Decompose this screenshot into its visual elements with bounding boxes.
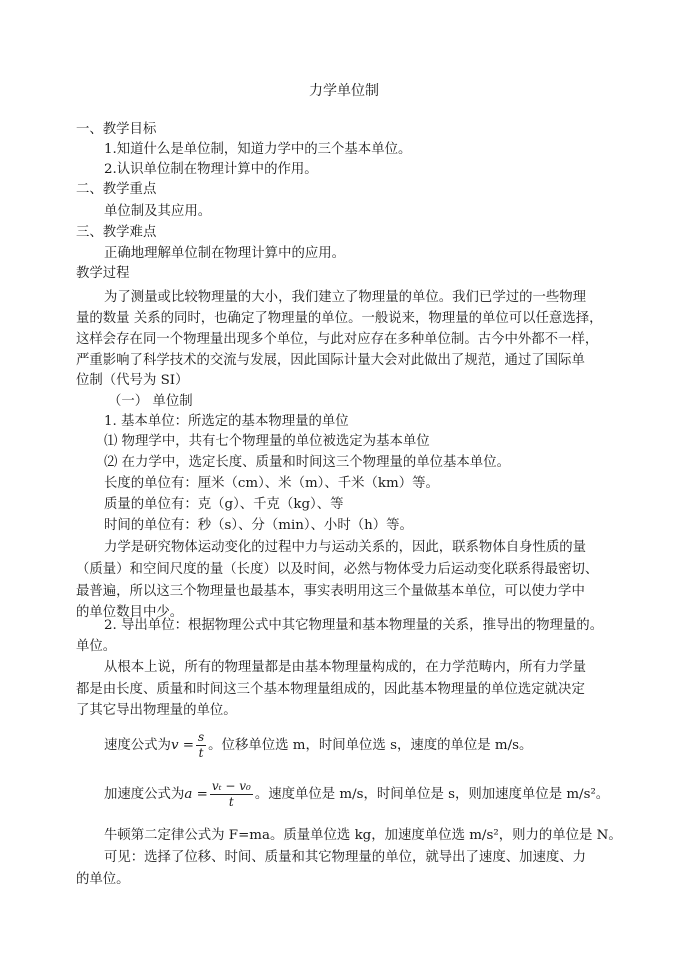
basic-unit-definition: 1. 基本单位：所选定的基本物理量的单位 <box>104 414 349 429</box>
acceleration-fraction <box>210 779 253 810</box>
basic-unit-point-2: ⑵ 在力学中，选定长度、质量和时间这三个物理量的单位基本单位。 <box>104 455 510 470</box>
section-heading-difficulties: 三、教学难点 <box>76 225 157 240</box>
derived-unit-definition: 2. 导出单位：根据物理公式中其它物理量和基本物理量的关系，推导出的物理量的。 <box>104 618 604 633</box>
mass-units: 质量的单位有：克（g）、千克（kg）、等 <box>104 497 344 512</box>
speed-formula-line <box>104 729 532 763</box>
paragraph-line: 量的数量 关系的同时，也确定了物理量的单位。一般说来，物理量的单位可以任意选择， <box>76 311 603 326</box>
paragraph-line: 这样会存在同一个物理量出现多个单位，与此对应存在多种单位制。古今中外都不一样， <box>76 332 599 347</box>
acceleration-fraction-numerator: vₜ − v₀ <box>211 779 251 793</box>
conclusion-line: 可见：选择了位移、时间、质量和其它物理量的单位，就导出了速度、加速度、力 <box>104 850 587 865</box>
acceleration-formula-lhs: a = <box>184 787 208 802</box>
unit-system-heading: （一） 单位制 <box>108 394 193 409</box>
speed-fraction <box>196 730 206 761</box>
process-heading: 教学过程 <box>76 266 130 281</box>
difficulties-text: 正确地理解单位制在物理计算中的应用。 <box>104 246 346 261</box>
paragraph-line: （质量）和空间尺度的量（长度）以及时间，必然与物体受力后运动变化联系得最密切、 <box>76 562 599 577</box>
speed-formula-prefix: 速度公式为 <box>104 738 171 753</box>
speed-formula-lhs: v = <box>170 738 194 753</box>
speed-fraction-denominator: t <box>198 746 204 760</box>
paragraph-line: 力学是研究物体运动变化的过程中力与运动关系的，因此，联系物体自身性质的量 <box>104 540 587 555</box>
acceleration-formula-line <box>104 778 609 812</box>
paragraph-line: 的单位数目中少。 <box>76 605 184 620</box>
objective-item-1: 1.知道什么是单位制，知道力学中的三个基本单位。 <box>104 142 412 157</box>
paragraph-line: 位制（代号为 SI） <box>76 373 189 388</box>
newton-formula-line: 牛顿第二定律公式为 F=ma。质量单位选 kg，加速度单位选 m/s²，则力的单位是 N。 <box>104 828 622 843</box>
key-points-text: 单位制及其应用。 <box>104 204 212 219</box>
paragraph-line: 严重影响了科学技术的交流与发展，因此国际计量大会对此做出了规范，通过了国际单 <box>76 353 585 368</box>
section-heading-key-points: 二、教学重点 <box>76 182 157 197</box>
acceleration-formula-prefix: 加速度公式为 <box>104 787 185 802</box>
acceleration-fraction-denominator: t <box>228 795 234 809</box>
paragraph-line: 为了测量或比较物理量的大小，我们建立了物理量的单位。我们已学过的一些物理 <box>104 290 587 305</box>
section-heading-objectives: 一、教学目标 <box>76 122 157 137</box>
derived-unit-definition-cont: 单位。 <box>76 639 117 654</box>
speed-fraction-numerator: s <box>198 730 205 744</box>
length-units: 长度的单位有：厘米（cm）、米（m）、千米（km）等。 <box>104 476 439 491</box>
speed-formula-text: 。位移单位选 m，时间单位选 s，速度的单位是 m/s。 <box>208 738 533 753</box>
time-units: 时间的单位有：秒（s）、分（min）、小时（h）等。 <box>104 518 413 533</box>
conclusion-line: 的单位。 <box>76 872 130 887</box>
paragraph-line: 都是由长度、质量和时间这三个基本物理量组成的，因此基本物理量的单位选定就决定 <box>76 682 585 697</box>
acceleration-formula-text: 。速度单位是 m/s，时间单位是 s，则加速度单位是 m/s²。 <box>254 787 610 802</box>
objective-item-2: 2.认识单位制在物理计算中的作用。 <box>104 162 318 177</box>
paragraph-line: 从根本上说，所有的物理量都是由基本物理量构成的，在力学范畴内，所有力学量 <box>104 660 587 675</box>
paragraph-line: 了其它导出物理量的单位。 <box>76 703 237 718</box>
basic-unit-point-1: ⑴ 物理学中，共有七个物理量的单位被选定为基本单位 <box>104 434 430 449</box>
paragraph-line: 最普遍，所以这三个物理量也最基本，事实表明用这三个量做基本单位，可以使力学中 <box>76 584 585 599</box>
page-title: 力学单位制 <box>309 83 379 99</box>
